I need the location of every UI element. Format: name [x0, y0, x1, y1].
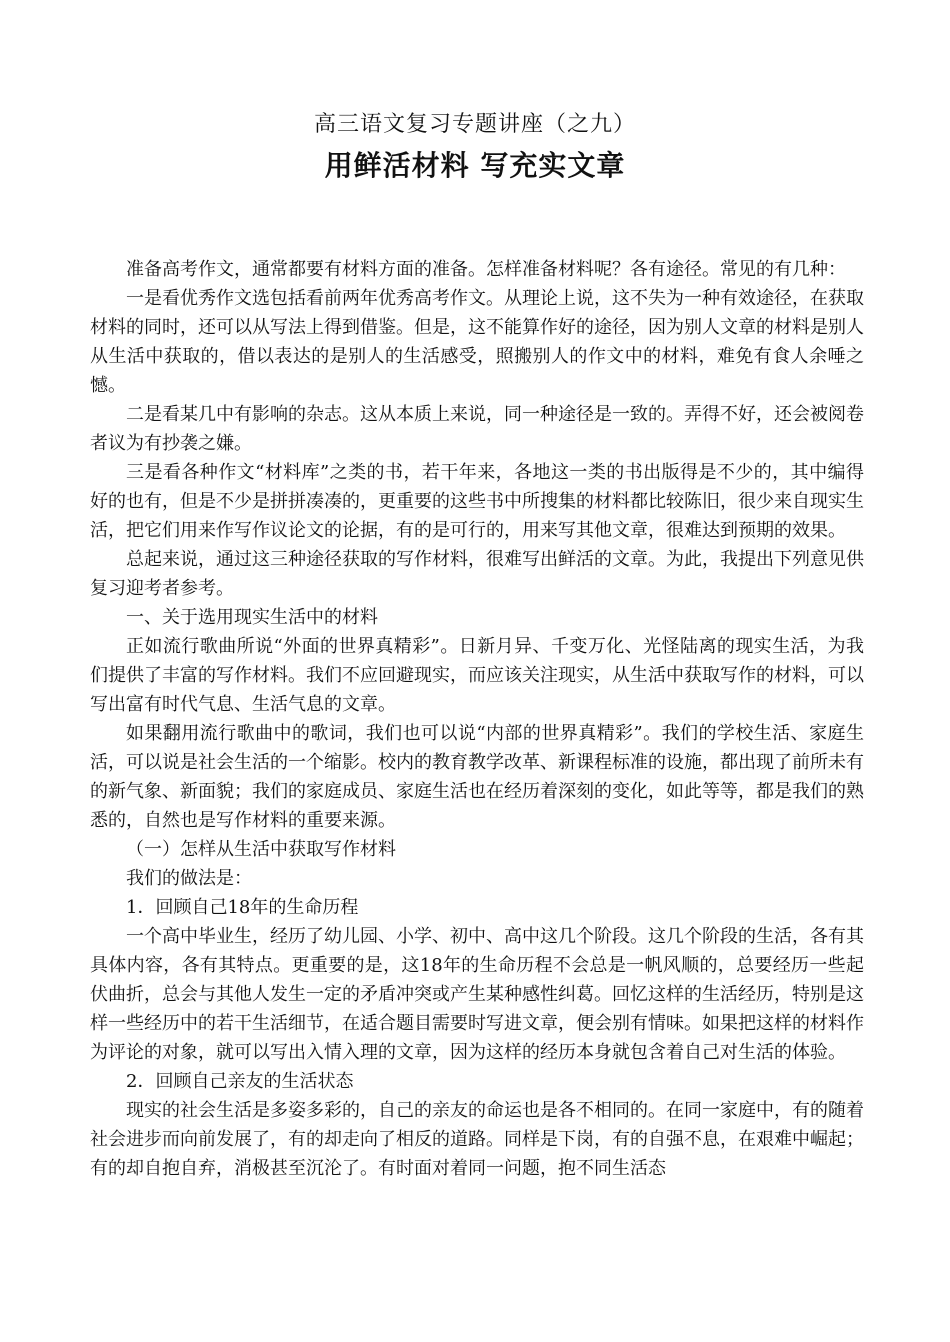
numbered-heading: 2．回顾自己亲友的生活状态	[126, 1071, 354, 1092]
paragraph: 如果翻用流行歌曲中的歌词，我们也可以说“内部的世界真精彩”。我们的学校生活、家庭生活，可以说是社会生活的一个缩影。校内的教育教学改革、新课程标准的设施，都出现了前所未有的新气象、新面貌；我们的家庭成员、家庭生活也在经历着深刻的变化，如此等等，都是我们的熟悉的，自然也是写作材料的重要来源。	[90, 723, 864, 831]
paragraph: 准备高考作文，通常都要有材料方面的准备。怎样准备材料呢？各有途径。常见的有几种：	[126, 259, 846, 280]
paragraph: 一个高中毕业生，经历了幼儿园、小学、初中、高中这几个阶段。这几个阶段的生活，各有其具体内容，各有其特点。更重要的是，这18年的生命历程不会总是一帆风顺的，总要经历一些起伏曲折，总会与其他人发生一定的矛盾冲突或产生某种感性纠葛。回忆这样的生活经历，特别是这样一些经历中的若干生活细节，在适合题目需要时写进文章，便会别有情味。如果把这样的材料作为评论的对象，就可以写出入情入理的文章，因为这样的经历本身就包含着自己对生活的体验。	[90, 926, 864, 1063]
paragraph: 一是看优秀作文选包括看前两年优秀高考作文。从理论上说，这不失为一种有效途径，在获取材料的同时，还可以从写法上得到借鉴。但是，这不能算作好的途径，因为别人文章的材料是别人从生活中获取的，借以表达的是别人的生活感受，照搬别人的作文中的材料，难免有食人余唾之憾。	[90, 288, 864, 396]
article-title: 用鲜活材料 写充实文章	[324, 149, 626, 182]
section-heading: 一、关于选用现实生活中的材料	[126, 607, 378, 628]
paragraph: 正如流行歌曲所说“外面的世界真精彩”。日新月异、千变万化、光怪陆离的现实生活，为我们提供了丰富的写作材料。我们不应回避现实，而应该关注现实，从生活中获取写作的材料，可以写出富有时代气息、生活气息的文章。	[90, 636, 864, 715]
paragraph: 现实的社会生活是多姿多彩的，自己的亲友的命运也是各不相同的。在同一家庭中，有的随着社会进步而向前发展了，有的却走向了相反的道路。同样是下岗，有的自强不息，在艰难中崛起；有的却自抱自弃，消极甚至沉沦了。有时面对着同一问题，抱不同生活态	[90, 1100, 864, 1179]
lecture-subtitle: 高三语文复习专题讲座（之九）	[313, 112, 636, 137]
article-body	[90, 255, 864, 1183]
subsection-heading: （一）怎样从生活中获取写作材料	[126, 839, 396, 860]
paragraph: 二是看某几中有影响的杂志。这从本质上来说，同一种途径是一致的。弄得不好，还会被阅卷者议为有抄袭之嫌。	[90, 404, 864, 454]
numbered-heading: 1．回顾自己18年的生命历程	[126, 897, 359, 918]
paragraph: 总起来说，通过这三种途径获取的写作材料，很难写出鲜活的文章。为此，我提出下列意见供复习迎考者参考。	[90, 549, 864, 599]
paragraph: 三是看各种作文“材料库”之类的书，若干年来，各地这一类的书出版得是不少的，其中编得好的也有，但是不少是拼拼凑凑的，更重要的这些书中所搜集的材料都比较陈旧，很少来自现实生活，把它们用来作写作议论文的论据，有的是可行的，用来写其他文章，很难达到预期的效果。	[90, 462, 864, 541]
paragraph: 我们的做法是：	[126, 868, 252, 889]
